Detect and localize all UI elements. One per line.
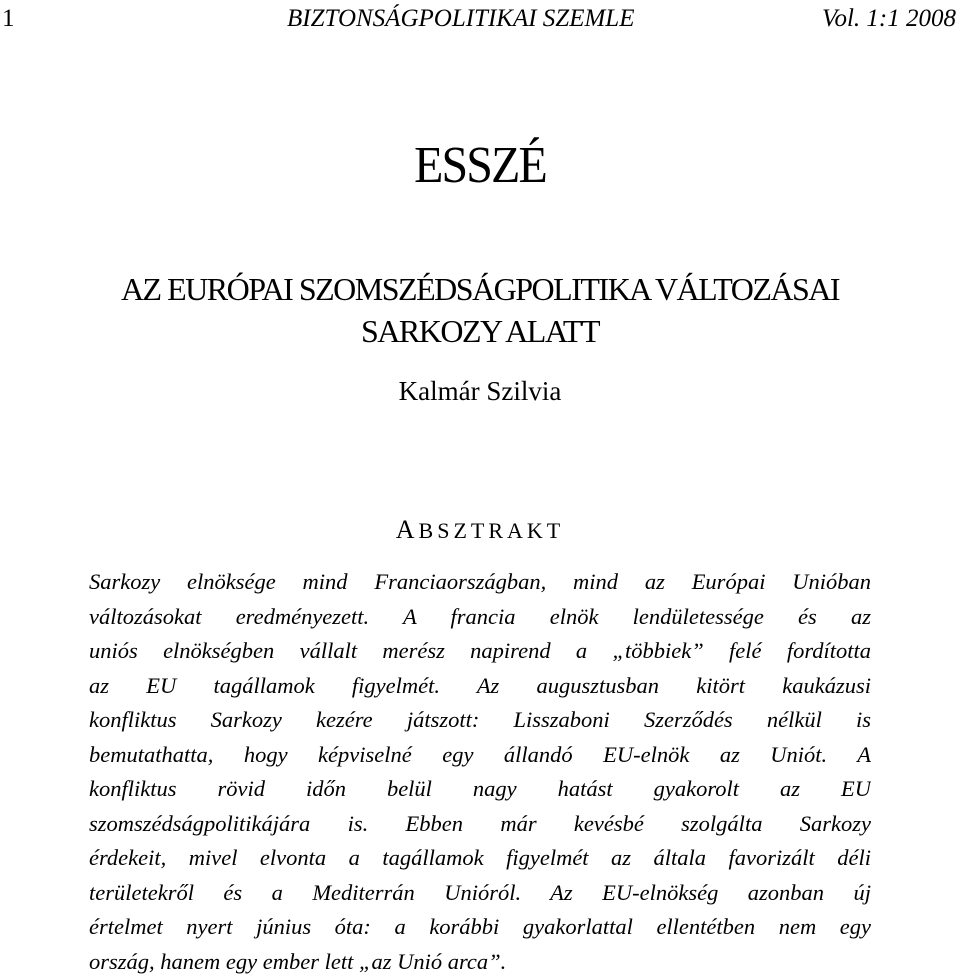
abstract-line: ország, hanem egy ember lett „az Unió arca”. bbox=[89, 945, 871, 979]
author-name: Kalmár Szilvia bbox=[0, 374, 960, 408]
abstract-heading-rest: BSZTRAKT bbox=[419, 518, 565, 543]
abstract-line: az EU tagállamok figyelmét. Az augusztusban kitört kaukázusi bbox=[89, 669, 871, 704]
abstract-body bbox=[89, 565, 871, 979]
abstract-line: konfliktus rövid időn belül nagy hatást gyakorolt az EU bbox=[89, 772, 871, 807]
abstract-line: értelmet nyert június óta: a korábbi gyakorlattal ellentétben nem egy bbox=[89, 910, 871, 945]
abstract-heading bbox=[0, 515, 960, 546]
article-title-line-2: SARKOZY ALATT bbox=[0, 310, 960, 352]
journal-title: BIZTONSÁGPOLITIKAI SZEMLE bbox=[287, 2, 635, 36]
article-title-line-1: AZ EURÓPAI SZOMSZÉDSÁGPOLITIKA VÁLTOZÁSAI bbox=[0, 268, 960, 310]
abstract-line: Sarkozy elnöksége mind Franciaországban, mind az Európai Unióban bbox=[89, 565, 871, 600]
volume-info: Vol. 1:1 2008 bbox=[822, 2, 956, 36]
page-number: 1 bbox=[2, 2, 15, 36]
abstract-line: érdekeit, mivel elvonta a tagállamok figyelmét az általa favorizált déli bbox=[89, 841, 871, 876]
abstract-line: bemutathatta, hogy képviselné egy állandó EU-elnök az Uniót. A bbox=[89, 738, 871, 773]
abstract-line: változásokat eredményezett. A francia elnök lendületessége és az bbox=[89, 600, 871, 635]
abstract-line: konfliktus Sarkozy kezére játszott: Lisszaboni Szerződés nélkül is bbox=[89, 703, 871, 738]
section-title: ESSZÉ bbox=[38, 136, 921, 196]
abstract-line: szomszédságpolitikájára is. Ebben már kevésbé szolgálta Sarkozy bbox=[89, 807, 871, 842]
abstract-heading-initial: A bbox=[396, 515, 419, 544]
running-header bbox=[0, 2, 960, 36]
article-title bbox=[0, 268, 960, 352]
abstract-line: területekről és a Mediterrán Unióról. Az EU-elnökség azonban új bbox=[89, 876, 871, 911]
abstract-line: uniós elnökségben vállalt merész napirend a „többiek” felé fordította bbox=[89, 634, 871, 669]
